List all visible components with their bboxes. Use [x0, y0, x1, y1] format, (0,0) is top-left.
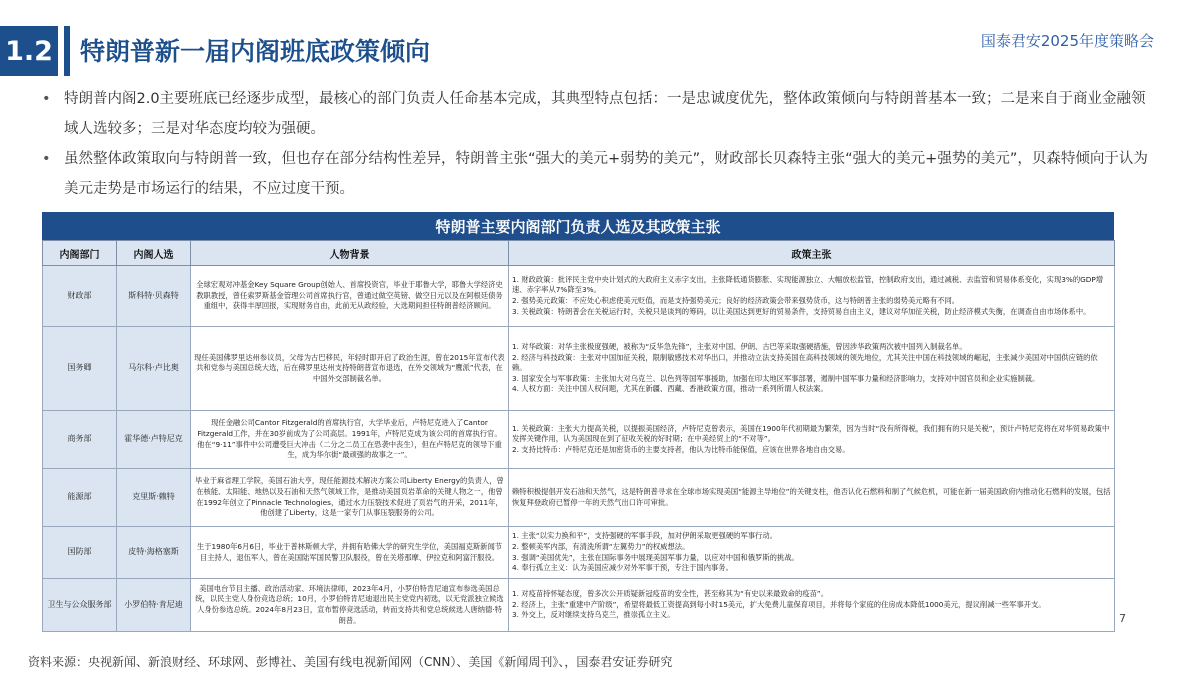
bullet-text: 虽然整体政策取向与特朗普一致，但也存在部分结构性差异，特朗普主张“强大的美元+弱势的美元”，财政部长贝森特主张“强大的美元+强势的美元”，贝森特倾向于认为美元走势是市场运行的结果，不应过度干预。	[64, 151, 1148, 197]
policy-line: 赖特积极提倡开发石油和天然气，这是特朗普寻求在全球市场实现美国“能源主导地位”的关键支柱，他否认化石燃料和制了气候危机，可能在新一届美国政府内推动化石燃料的发展，包括恢复拜登政府已暂停一年的天然气出口许可审批。	[512, 486, 1111, 507]
policy-line: 1. 关税政策：主张大力提高关税，以提振美国经济，卢特尼克曾表示，美国在1900年代初期最为繁荣，因为当时“没有所得税，我们拥有的只是关税”，预计卢特尼克将在对华贸易政策中发挥关键作用，认为美国现在到了征收关税的好时期；在中美经贸上的“不对等”。	[512, 423, 1110, 444]
policy-line: 4. 人权方面：关注中国人权问题，尤其在新疆、西藏、香港政策方面，推动一系列所谓人权法案。	[512, 384, 828, 394]
bullet-item	[40, 144, 1160, 204]
bullet-dot-icon: •	[42, 151, 51, 167]
cell-dept: 能源部	[43, 469, 117, 527]
page-number: 7	[1119, 612, 1126, 625]
cabinet-table	[42, 212, 1114, 632]
policy-line: 3. 国家安全与军事政策：主张加大对乌克兰、以色列等国军事援助，加强在印太地区军事部署，遏制中国军事力量和经济影响力，支持对中国官员和企业实施制裁。	[512, 373, 1040, 383]
policy-line: 1. 对华政策：对华主张极度强硬，被称为“反华急先锋”，主张对中国、伊朗、古巴等采取强硬措施，曾因涉华政策两次被中国列入制裁名单。	[512, 342, 967, 352]
cell-policy	[509, 327, 1115, 411]
cell-dept: 卫生与公众服务部	[43, 579, 117, 632]
policy-line: 2. 支持比特币：卢特尼克还是加密货币的主要支持者，他认为比特币能保值，应该在世界各地自由交易。	[512, 444, 850, 454]
brand-label: 国泰君安2025年度策略会	[980, 32, 1154, 50]
table-title: 特朗普主要内阁部门负责人选及其政策主张	[42, 212, 1114, 240]
cell-person: 霍华德·卢特尼克	[117, 411, 191, 469]
policy-line: 3. 外交上，反对继续支持乌克兰，推崇孤立主义。	[512, 610, 675, 620]
page-title: 特朗普新一届内阁班底政策倾向	[80, 37, 431, 66]
table-row	[43, 266, 1115, 327]
table-row	[43, 579, 1115, 632]
cell-policy	[509, 266, 1115, 327]
cabinet-table-grid	[42, 240, 1115, 632]
cell-dept: 国务卿	[43, 327, 117, 411]
cell-background: 全球宏观对冲基金Key Square Group创始人、首席投资官，毕业于耶鲁大学，耶鲁大学经济史教职教授，曾任索罗斯基金管理公司首席执行官，曾通过做空英镑、做空日元以及在阿根廷债务重组中，获得丰厚回报，实现财务自由，此前无从政经验，大选期间担任特朗普经济顾问。	[191, 266, 509, 327]
source-note: 资料来源：央视新闻、新浪财经、环球网、彭博社、美国有线电视新闻网（CNN）、美国《新闻周刊》、，国泰君安证券研究	[28, 655, 673, 669]
section-divider	[64, 26, 70, 76]
policy-line: 2. 强势美元政策：不应处心积虑使美元贬值，而是支持强势美元；良好的经济政策会带来强势货币，这与特朗普主张的弱势美元略有不同。	[512, 296, 960, 305]
bullet-dot-icon: •	[42, 91, 51, 107]
policy-line: 2. 经济上，主张“重建中产阶级”，希望将最低工资提高到每小时15美元，扩大免费儿童保育项目，并将每个家庭的住房成本降低1000美元，提议削减一些军事开支。	[512, 599, 1046, 609]
policy-line: 3. 强调“美国优先”，主张在国际事务中展现美国军事力量，以应对中国和俄罗斯的挑战。	[512, 552, 799, 562]
cell-dept: 商务部	[43, 411, 117, 469]
cell-person: 皮特·海格塞斯	[117, 527, 191, 579]
cell-person: 克里斯·赖特	[117, 469, 191, 527]
bullet-item	[40, 84, 1160, 144]
table-header-row	[43, 241, 1115, 266]
table-row	[43, 469, 1115, 527]
cell-dept: 国防部	[43, 527, 117, 579]
cell-policy	[509, 527, 1115, 579]
cell-background: 现任金融公司Cantor Fitzgerald的首席执行官，大学毕业后，卢特尼克进入了Cantor Fitzgerald工作，并在30岁前成为了公司高层。1991年，卢特尼克成为该公司的首席执行官。他在“9·11”事件中公司遭受巨大冲击（二分之二员工在恐袭中丧生），但在卢特尼克的领导下重生，成为华尔街“最顽强的故事之一”。	[191, 411, 509, 469]
cell-policy	[509, 579, 1115, 632]
bullet-list	[40, 84, 1160, 204]
policy-line: 4. 奉行孤立主义：认为美国应减少对外军事干预，专注于国内事务。	[512, 563, 733, 573]
table-row	[43, 527, 1115, 579]
header-policy: 政策主张	[509, 241, 1115, 266]
policy-line: 3. 关税政策：特朗普会在关税运行时，关税只是谈判的筹码，以让美国达到更好的贸易条件，支持贸易自由主义，建议对华加征关税，防止经济模式失衡，在调查自由市场体系中。	[512, 306, 1091, 316]
cell-person: 小罗伯特·肯尼迪	[117, 579, 191, 632]
policy-line: 1. 主张“以实力换和平”，支持强硬的军事手段，加对伊朗采取更强硬的军事行动。	[512, 531, 777, 541]
bullet-text: 特朗普内阁2.0主要班底已经逐步成型，最核心的部门负责人任命基本完成，其典型特点包括：一是忠诚度优先，整体政策倾向与特朗普基本一致；二是来自于商业金融领域人选较多；三是对华态度均较为强硬。	[64, 91, 1146, 137]
cell-background: 毕业于麻省理工学院，美国石油大亨，现任能源技术解决方案公司Liberty Energy的负责人，曾在核能、太阳能、地热以及石油和天然气领域工作，是推动美国页岩革命的关键人物之一，他曾在1992年创立了Pinnacle Technologies，通过水力压裂技术促进了页岩气的开采，2011年，他创建了Liberty，这是一家专门从事压裂服务的公司。	[191, 469, 509, 527]
header-background: 人物背景	[191, 241, 509, 266]
header-dept: 内阁部门	[43, 241, 117, 266]
header-person: 内阁人选	[117, 241, 191, 266]
cell-policy	[509, 411, 1115, 469]
section-number: 1.2	[0, 26, 58, 76]
cell-person: 马尔科·卢比奥	[117, 327, 191, 411]
table-row	[43, 411, 1115, 469]
cell-background: 美国电台节目主播、政治活动家、环境法律师，2023年4月，小罗伯特肯尼迪宣布参选美国总统，以民主党人身份竞选总统；10月，小罗伯特肯尼迪退出民主党党内初选，以无党派独立候选人身份参选总统。2024年8月23日，宣布暂停竞选活动，转而支持共和党总统候选人唐纳德·特朗普。	[191, 579, 509, 632]
policy-line: 1. 财政政策：批评民主党中央计划式的大政府主义赤字支出，主张降低通货膨胀、实现能源独立、大幅放松监管，控制政府支出，通过减税、去监管和贸易体系变化，实现3%的GDP增速、赤字率从7%降至3%。	[512, 274, 1104, 295]
cell-background: 现任美国佛罗里达州参议员，父母为古巴移民，年轻时即开启了政治生涯，曾在2015年宣布代表共和党参与美国总统大选，后在佛罗里达州支持特朗普宣布退选，在外交领域为“鹰派”代表，在中国外交部制裁名单。	[191, 327, 509, 411]
cell-background: 生于1980年6月6日，毕业于普林斯顿大学，并拥有哈佛大学的研究生学位，美国福克斯新闻节目主持人，退伍军人，曾在美国陆军国民警卫队服役，曾在关塔那摩、伊拉克和阿富汗服役。	[191, 527, 509, 579]
policy-line: 1. 对疫苗持怀疑态度，曾多次公开质疑新冠疫苗的安全性，甚至称其为“有史以来最致命的疫苗”。	[512, 589, 829, 599]
policy-line: 2. 整顿美军内部，有清洗所谓“左翼势力”的权威想法。	[512, 541, 690, 551]
cell-dept: 财政部	[43, 266, 117, 327]
cell-policy	[509, 469, 1115, 527]
table-row	[43, 327, 1115, 411]
policy-line: 2. 经济与科技政策：主张对中国加征关税，限制敏感技术对华出口，并推动立法支持美国在高科技领域的领先地位，尤其关注中国在科技领域的崛起，主张减少美国对中国供应链的依赖。	[512, 352, 1098, 373]
cell-person: 斯科特·贝森特	[117, 266, 191, 327]
